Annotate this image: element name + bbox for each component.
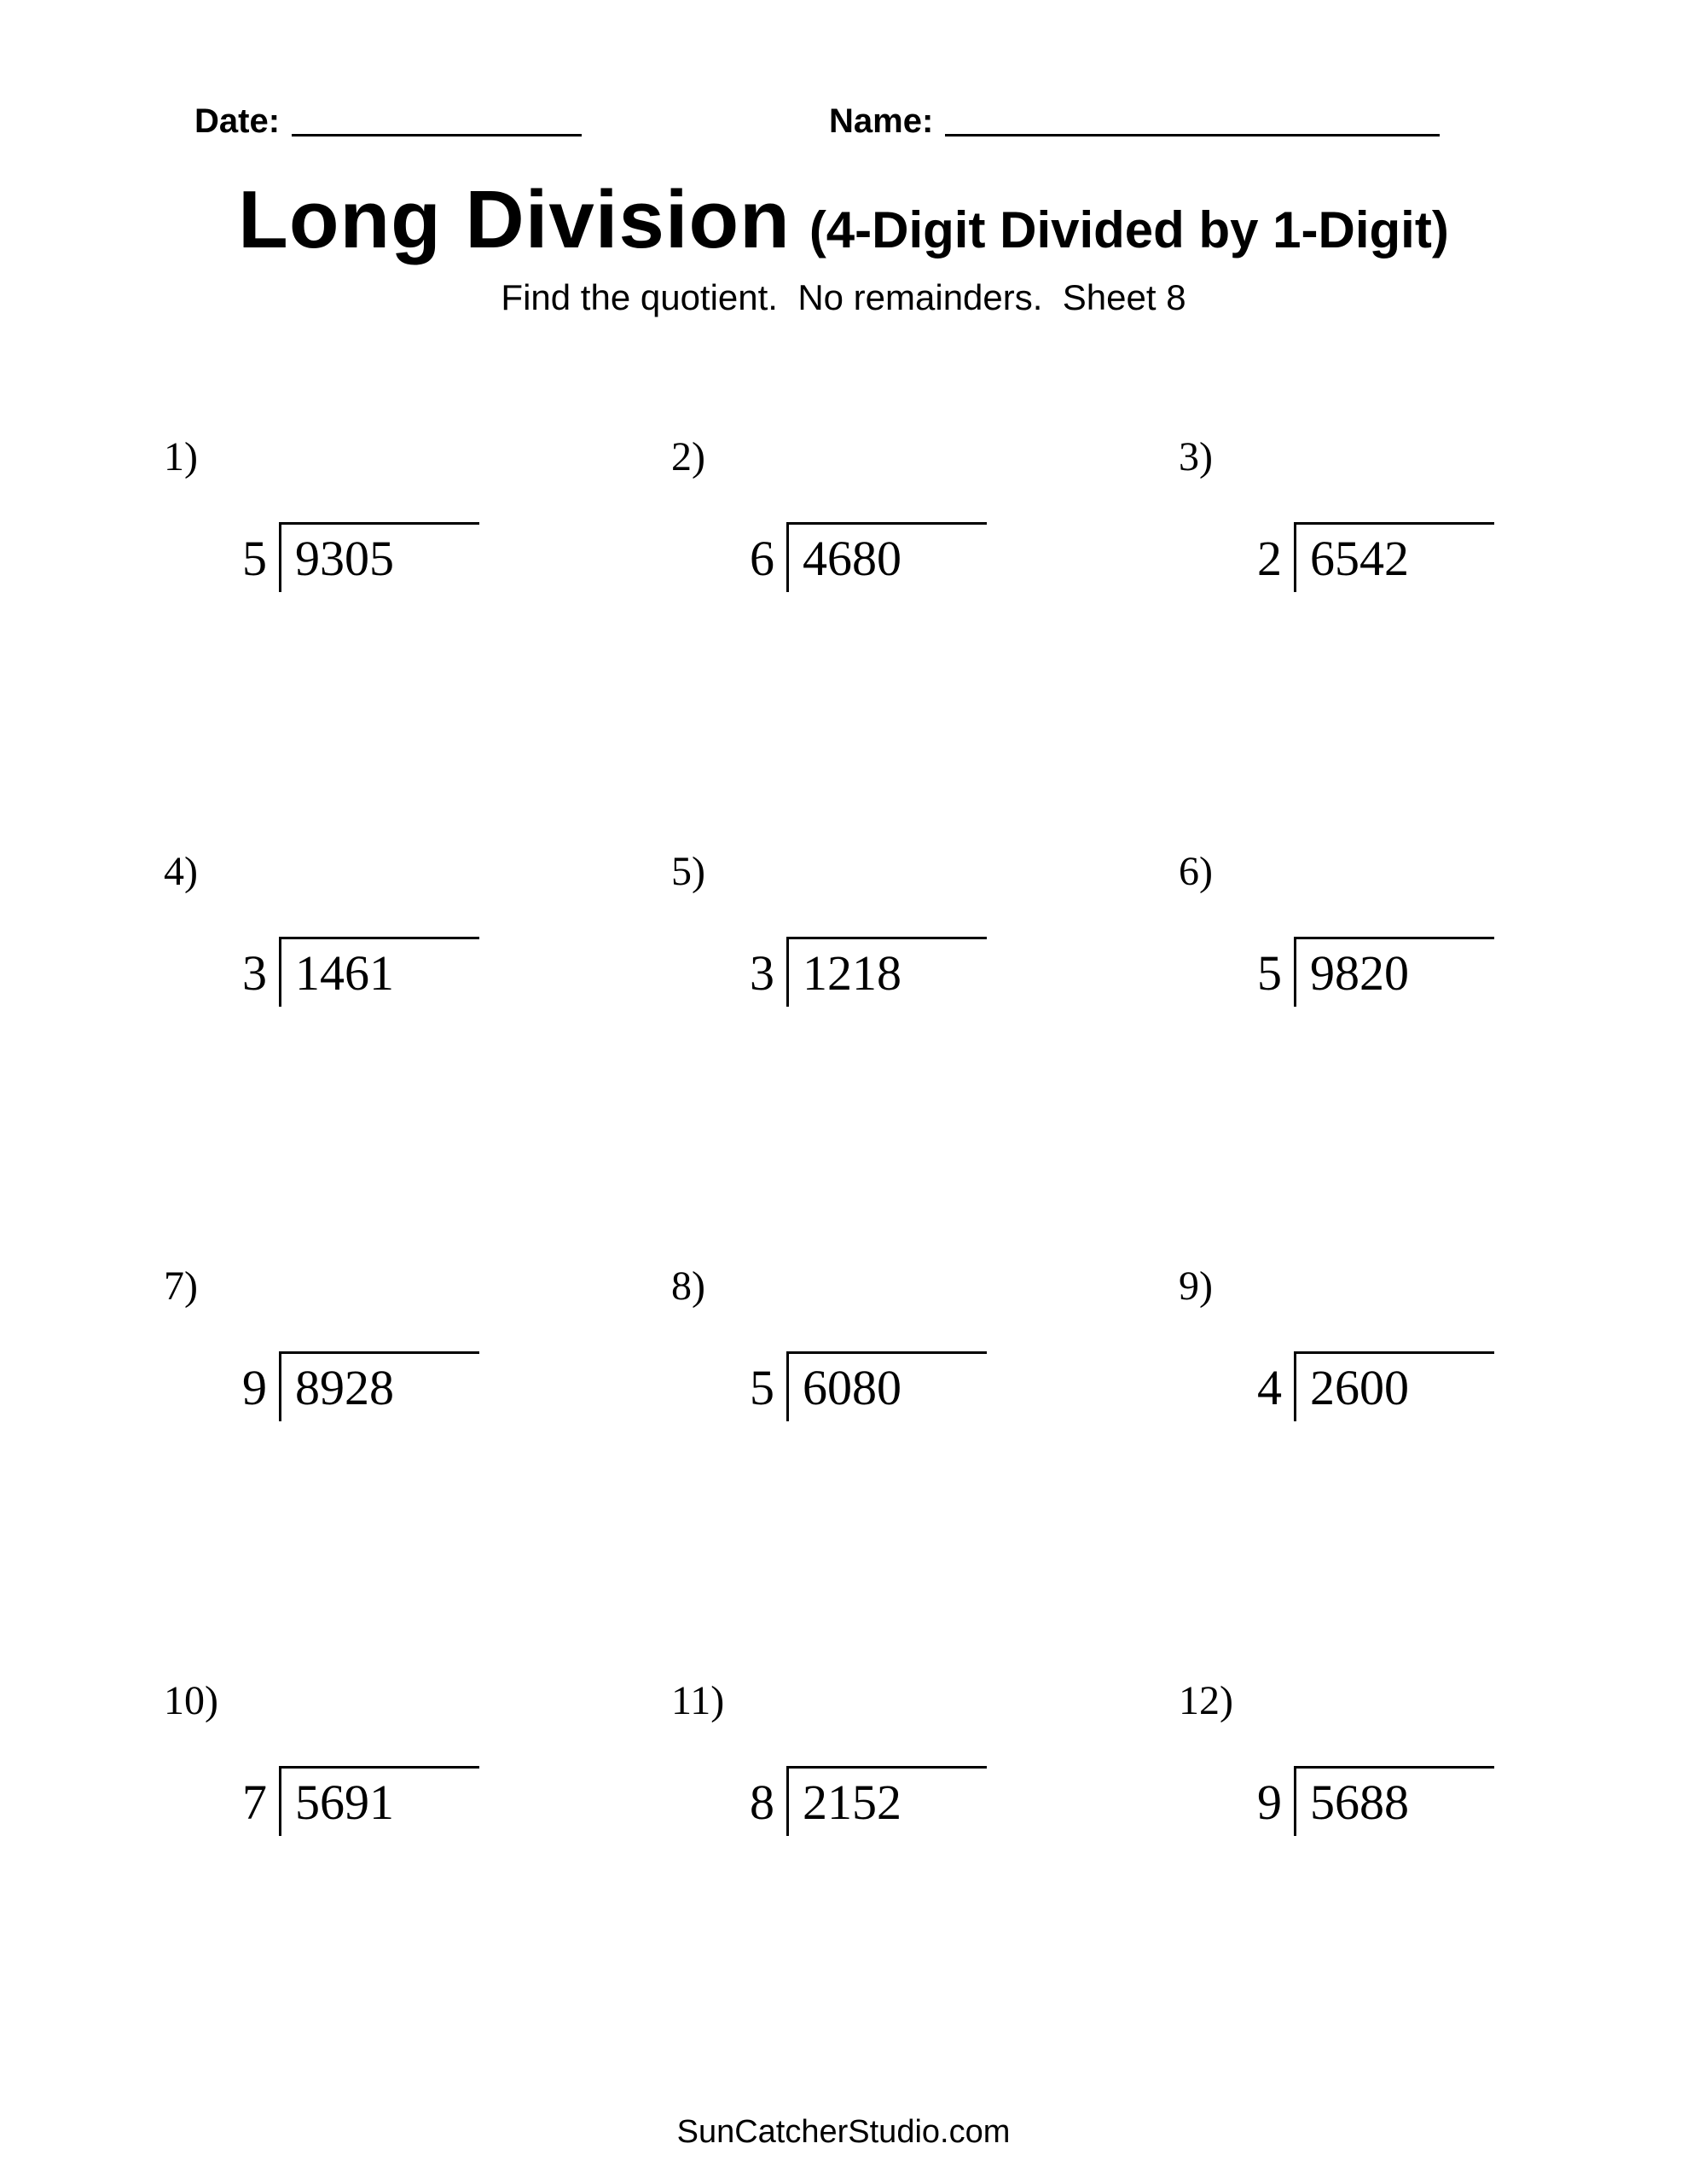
- divisor: 9: [242, 1360, 267, 1415]
- date-blank-line: [292, 134, 582, 136]
- problems-grid: [164, 434, 1528, 2095]
- title-main: Long Division: [238, 174, 791, 265]
- problem-11: [671, 1678, 1149, 2095]
- division-bracket: [1294, 1766, 1494, 1836]
- division-bracket: [786, 1766, 987, 1836]
- date-block: [194, 104, 582, 142]
- problem-number: 4): [164, 849, 198, 894]
- instructions-text: Find the quotient. No remainders. Sheet 8: [501, 276, 1186, 317]
- problem-4: [164, 851, 641, 1266]
- division-bracket: [786, 522, 987, 592]
- problem-number: 9): [1179, 1263, 1213, 1309]
- division-expression: [750, 1766, 987, 1836]
- problem-9: [1179, 1263, 1656, 1681]
- dividend: 9820: [1310, 945, 1409, 1001]
- divisor: 6: [750, 531, 774, 586]
- divisor: 5: [1257, 945, 1282, 1001]
- division-bracket: [786, 937, 987, 1007]
- problem-7: [164, 1263, 641, 1681]
- problem-number: 3): [1179, 434, 1213, 479]
- division-expression: [242, 937, 479, 1007]
- divisor: 7: [242, 1774, 267, 1830]
- division-expression: [1257, 937, 1494, 1007]
- division-expression: [750, 937, 987, 1007]
- division-expression: [242, 522, 479, 592]
- dividend: 1461: [295, 945, 394, 1001]
- division-bracket: [1294, 1351, 1494, 1421]
- divisor: 3: [750, 945, 774, 1001]
- problem-5: [671, 851, 1149, 1266]
- problem-2: [671, 434, 1149, 851]
- divisor: 9: [1257, 1774, 1282, 1830]
- problem-number: 7): [164, 1263, 198, 1309]
- problem-number: 12): [1179, 1678, 1233, 1723]
- division-expression: [750, 522, 987, 592]
- problem-12: [1179, 1678, 1656, 2095]
- dividend: 9305: [295, 531, 394, 586]
- division-expression: [1257, 1766, 1494, 1836]
- dividend: 8928: [295, 1360, 394, 1415]
- dividend: 2152: [803, 1774, 901, 1830]
- dividend: 5688: [1310, 1774, 1409, 1830]
- divisor: 8: [750, 1774, 774, 1830]
- division-bracket: [1294, 522, 1494, 592]
- title-qualifier: (4-Digit Divided by 1-Digit): [809, 201, 1449, 258]
- dividend: 6080: [803, 1360, 901, 1415]
- division-expression: [242, 1766, 479, 1836]
- dividend: 4680: [803, 531, 901, 586]
- problem-number: 8): [671, 1263, 705, 1309]
- date-label: Date:: [194, 102, 281, 140]
- problem-number: 1): [164, 434, 198, 479]
- problem-number: 6): [1179, 849, 1213, 894]
- division-expression: [1257, 1351, 1494, 1421]
- problem-number: 11): [671, 1678, 725, 1723]
- divisor: 4: [1257, 1360, 1282, 1415]
- problem-10: [164, 1678, 641, 2095]
- dividend: 1218: [803, 945, 901, 1001]
- problem-number: 10): [164, 1678, 218, 1723]
- name-label: Name:: [829, 102, 934, 140]
- title-block: [0, 175, 1687, 318]
- division-expression: [242, 1351, 479, 1421]
- division-bracket: [279, 937, 479, 1007]
- footer-site-text: SunCatcherStudio.com: [676, 2114, 1011, 2150]
- divisor: 2: [1257, 531, 1282, 586]
- divisor: 5: [242, 531, 267, 586]
- division-bracket: [279, 1766, 479, 1836]
- division-bracket: [279, 522, 479, 592]
- division-bracket: [786, 1351, 987, 1421]
- problem-8: [671, 1263, 1149, 1681]
- division-bracket: [279, 1351, 479, 1421]
- name-block: [829, 104, 1440, 142]
- dividend: 2600: [1310, 1360, 1409, 1415]
- division-expression: [1257, 522, 1494, 592]
- divisor: 3: [242, 945, 267, 1001]
- problem-number: 2): [671, 434, 705, 479]
- problem-1: [164, 434, 641, 851]
- division-bracket: [1294, 937, 1494, 1007]
- divisor: 5: [750, 1360, 774, 1415]
- division-expression: [750, 1351, 987, 1421]
- name-blank-line: [945, 134, 1440, 136]
- page-title: [0, 175, 1687, 265]
- problem-number: 5): [671, 849, 705, 894]
- dividend: 6542: [1310, 531, 1409, 586]
- dividend: 5691: [295, 1774, 394, 1830]
- problem-3: [1179, 434, 1656, 851]
- problem-6: [1179, 851, 1656, 1266]
